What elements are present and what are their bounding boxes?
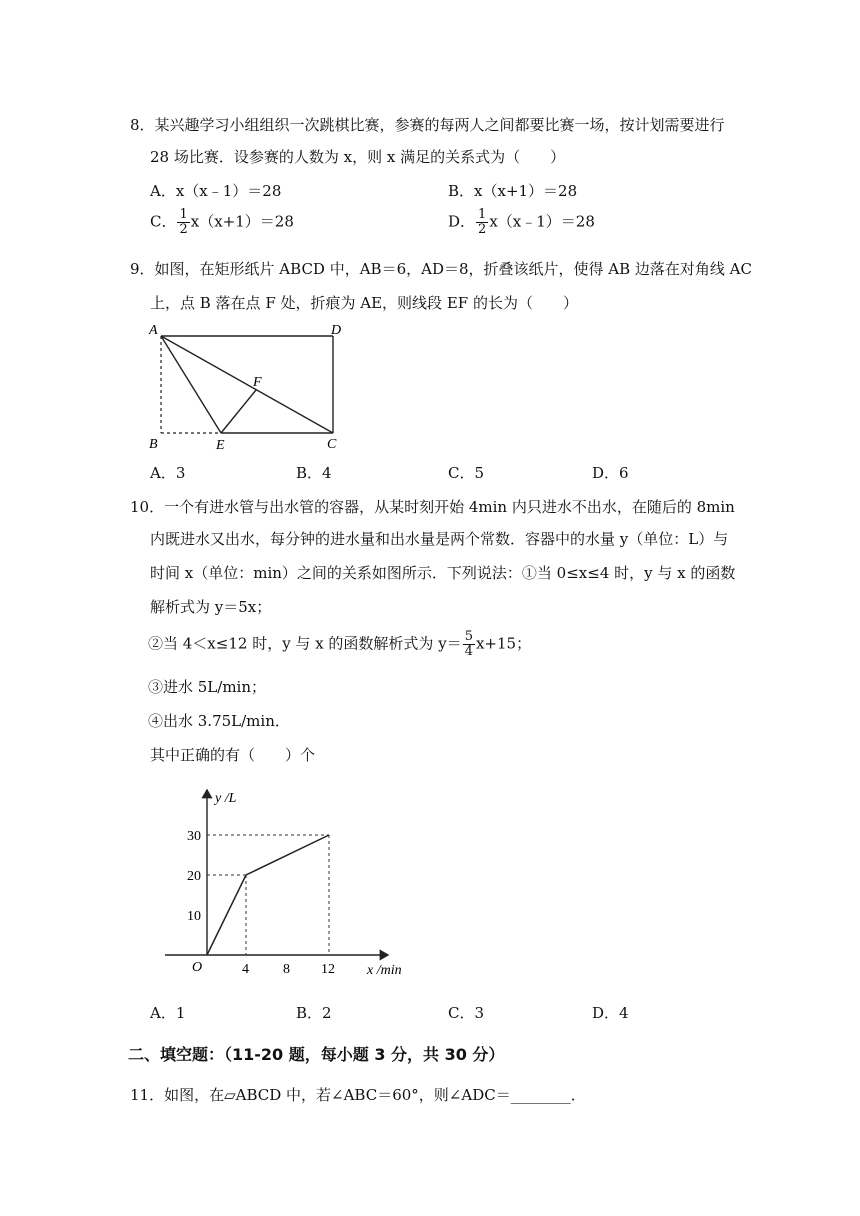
q8-option-b: B．x（x+1）＝28	[448, 182, 578, 200]
section-heading-fill-in: 二、填空题：（11-20 题，每小题 3 分，共 30 分）	[128, 1045, 505, 1064]
x-tick-8: 8	[283, 962, 290, 977]
q10-statement-2	[148, 630, 531, 659]
point-label-d: D	[331, 323, 342, 338]
q10-line-2: 内既进水又出水，每分钟的进水量和出水量是两个常数．容器中的水量 y（单位：L）与	[150, 530, 729, 548]
q8-option-d-fraction: $\frac{1}{2}$	[478, 207, 487, 237]
crease-ae	[161, 336, 221, 433]
y-tick-30: 30	[187, 829, 201, 844]
q10-statement-3: ③进水 5L/min；	[148, 678, 267, 696]
q10-statement-4: ④出水 3.75L/min．	[148, 712, 290, 730]
diagonal-ac	[161, 336, 333, 433]
q10-line-1: 10．一个有进水管与出水管的容器，从某时刻开始 4min 内只进水不出水，在随后的 8min	[130, 498, 735, 516]
q10-line-3: 时间 x（单位：min）之间的关系如图所示．下列说法：①当 0≤x≤4 时，y 与 x 的函数	[150, 564, 736, 582]
q9-option-a: A．3	[150, 464, 186, 482]
q8-option-d-expr: x（x﹣1）＝28	[489, 212, 595, 231]
origin-label: O	[192, 960, 203, 975]
q9-line-2: 上，点 B 落在点 F 处，折痕为 AE，则线段 EF 的长为（ ）	[150, 294, 578, 312]
q8-option-d	[448, 208, 595, 237]
q8-line-1: 8．某兴趣学习小组组织一次跳棋比赛，参赛的每两人之间都要比赛一场，按计划需要进行	[130, 116, 725, 134]
q10-statement-2-tail: x+15；	[475, 634, 532, 653]
x-axis-label: x /min	[367, 963, 402, 978]
q10-option-c: C．3	[448, 1004, 485, 1022]
point-label-f: F	[253, 375, 262, 390]
q8-line-2: 28 场比赛．设参赛的人数为 x，则 x 满足的关系式为（ ）	[150, 148, 566, 166]
point-label-b: B	[149, 437, 158, 452]
q8-option-d-label: D．	[448, 212, 476, 231]
q10-line-4: 解析式为 y＝5x；	[150, 598, 272, 616]
x-tick-4: 4	[242, 962, 249, 977]
q9-option-b: B．4	[296, 464, 332, 482]
q10-question: 其中正确的有（ ）个	[150, 746, 316, 764]
q8-option-c-expr: x（x+1）＝28	[190, 212, 294, 231]
q10-option-a: A．1	[150, 1004, 186, 1022]
q11-text: 11．如图，在▱ABCD 中，若∠ABC＝60°，则∠ADC＝________．	[130, 1086, 586, 1104]
x-tick-12: 12	[321, 962, 335, 977]
y-tick-10: 10	[187, 909, 201, 924]
rectangle-fold-figure	[140, 318, 360, 454]
point-label-e: E	[216, 438, 225, 453]
q8-option-c-fraction: $\frac{1}{2}$	[179, 207, 188, 237]
q8-option-c-label: C．	[150, 212, 177, 231]
point-label-a: A	[149, 323, 158, 338]
y-axis-label: y /L	[215, 791, 237, 806]
q10-statement-2-fraction: $\frac{5}{4}$	[464, 629, 473, 659]
q9-line-1: 9．如图，在矩形纸片 ABCD 中，AB＝6，AD＝8，折叠该纸片，使得 AB 边落在对角线 AC	[130, 260, 752, 278]
water-volume-line	[207, 835, 329, 955]
q8-option-c	[150, 208, 294, 237]
q9-option-c: C．5	[448, 464, 485, 482]
segment-ef	[221, 390, 256, 433]
y-tick-20: 20	[187, 869, 201, 884]
q8-option-a: A．x（x﹣1）＝28	[150, 182, 282, 200]
q10-statement-2-text: ②当 4＜x≤12 时，y 与 x 的函数解析式为 y＝	[148, 634, 462, 653]
q9-option-d: D．6	[592, 464, 629, 482]
q10-option-d: D．4	[592, 1004, 629, 1022]
point-label-c: C	[327, 437, 337, 452]
q10-option-b: B．2	[296, 1004, 332, 1022]
water-volume-graph	[150, 780, 420, 980]
